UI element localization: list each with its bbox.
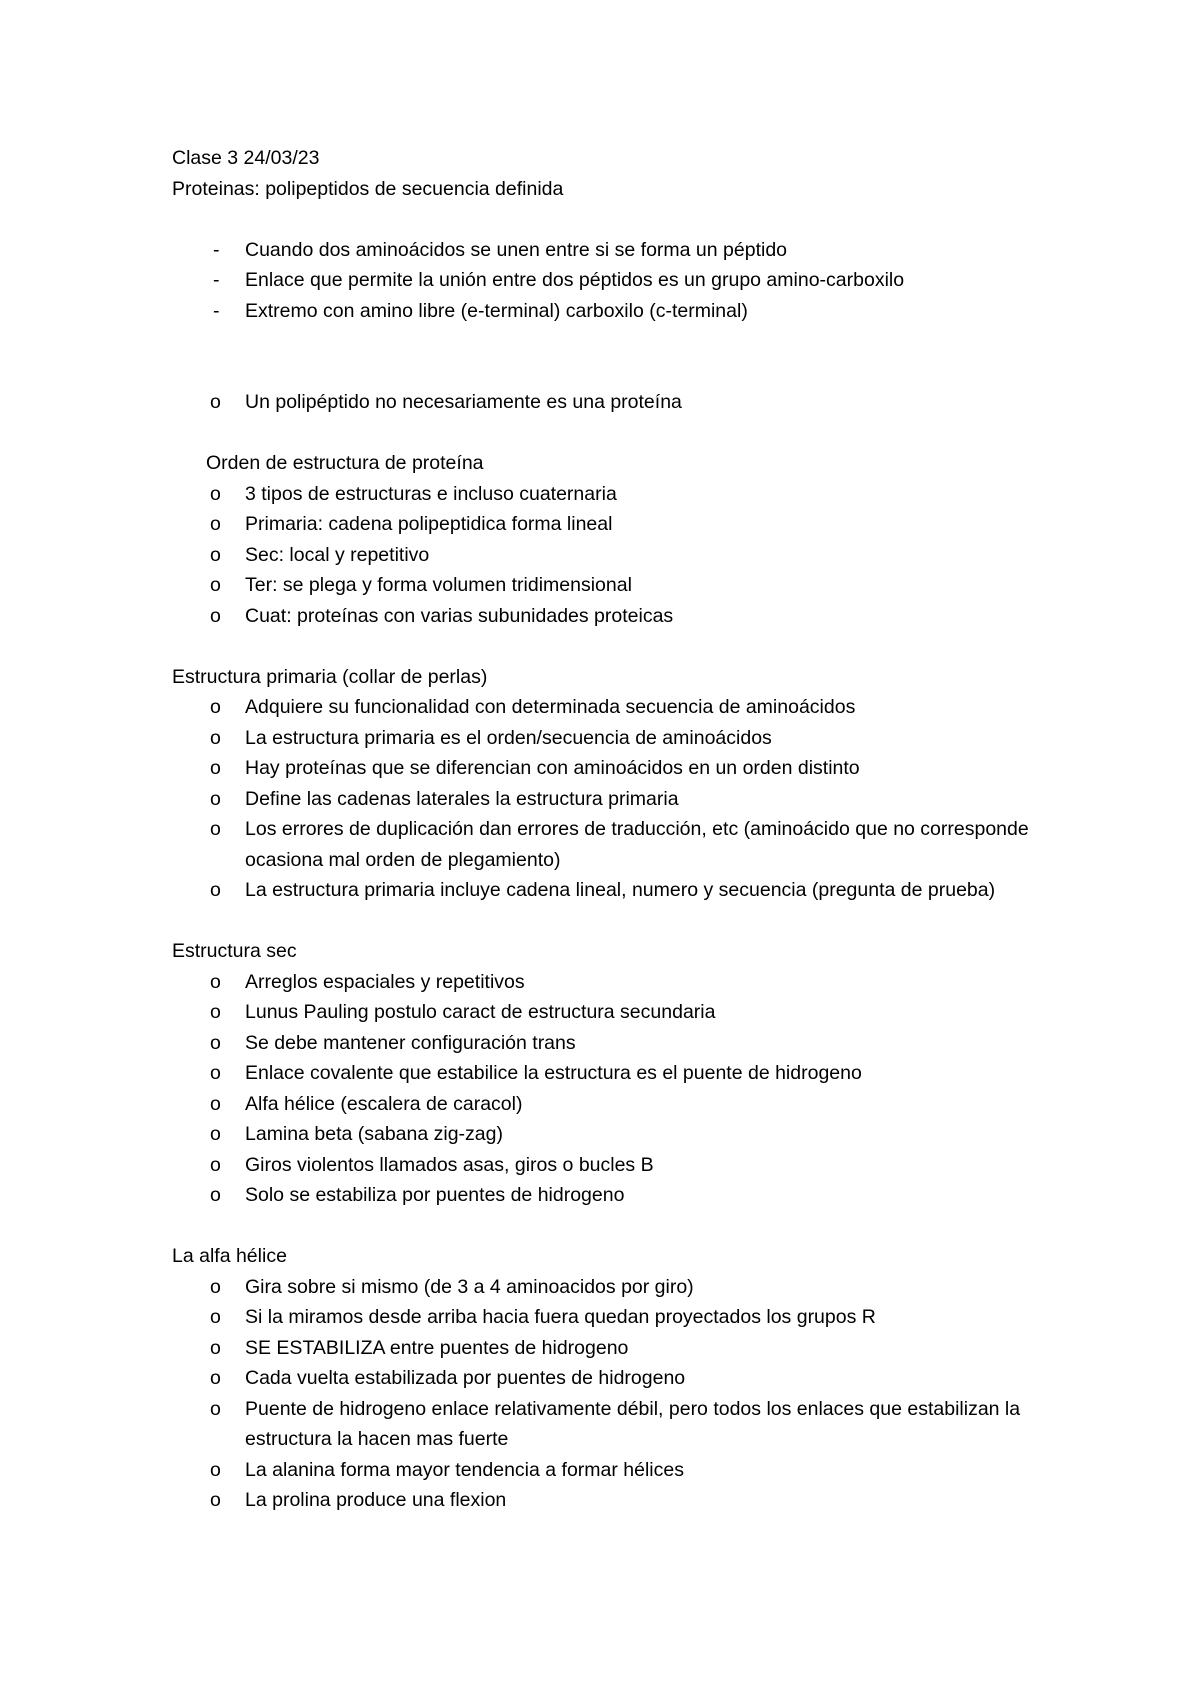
list-item-text: Alfa hélice (escalera de caracol) — [245, 1092, 523, 1115]
bullet-marker: o — [210, 543, 221, 566]
list-item — [172, 1455, 1052, 1486]
bullet-marker: o — [210, 482, 221, 505]
list-item-text: Hay proteínas que se diferencian con aminoácidos en un orden distinto — [245, 757, 860, 779]
list-item-text: La estructura primaria es el orden/secuencia de aminoácidos — [245, 726, 772, 749]
list-item — [172, 967, 1052, 998]
dash-list — [172, 235, 1052, 327]
bullet-marker: o — [210, 726, 221, 749]
list-item-text: Un polipéptido no necesariamente es una proteína — [245, 391, 682, 413]
list-item — [172, 1394, 1052, 1455]
list-item — [172, 540, 1052, 571]
bullet-marker: o — [210, 513, 221, 535]
class-date-line: Clase 3 24/03/23 — [172, 147, 320, 169]
list-item — [172, 1333, 1052, 1364]
section-list — [172, 692, 1052, 906]
section-list — [172, 1272, 1052, 1516]
list-item-text: Ter: se plega y forma volumen tridimensional — [245, 574, 632, 596]
list-item — [172, 479, 1052, 510]
bullet-marker: o — [210, 1153, 221, 1176]
bullet-marker: o — [210, 970, 221, 993]
section-heading: Estructura primaria (collar de perlas) — [172, 665, 488, 688]
bullet-marker: o — [210, 818, 221, 840]
list-item-text: Arreglos espaciales y repetitivos — [245, 970, 525, 993]
list-item-text: Primaria: cadena polipeptidica forma lineal — [245, 513, 613, 535]
list-item — [172, 723, 1052, 754]
list-item — [172, 875, 1052, 906]
list-item-text: La prolina produce una flexion — [245, 1489, 507, 1511]
list-item — [172, 1485, 1052, 1516]
list-item-text: Lunus Pauling postulo caract de estructura secundaria — [245, 1001, 716, 1023]
list-item — [172, 601, 1052, 632]
list-item-text: Lamina beta (sabana zig-zag) — [245, 1123, 503, 1145]
list-item — [172, 509, 1052, 540]
list-item — [172, 1119, 1052, 1150]
topic-line: Proteinas: polipeptidos de secuencia definida — [172, 177, 564, 200]
list-item-text: Sec: local y repetitivo — [245, 543, 430, 566]
dash-marker: - — [213, 299, 220, 322]
spacer — [172, 906, 1052, 937]
bullet-marker: o — [210, 1062, 221, 1084]
list-item-text: La estructura primaria incluye cadena lineal, numero y secuencia (pregunta de prueba) — [245, 879, 996, 901]
bullet-marker: o — [210, 1092, 221, 1115]
dash-marker: - — [213, 238, 220, 261]
list-item — [172, 1363, 1052, 1394]
list-item — [172, 997, 1052, 1028]
bullet-marker: o — [210, 391, 221, 413]
list-item — [172, 753, 1052, 784]
list-item — [172, 296, 1052, 327]
bullet-marker: o — [210, 1001, 221, 1023]
list-item-text: La alanina forma mayor tendencia a formar hélices — [245, 1458, 684, 1481]
list-item-text: Los errores de duplicación dan errores de traducción, etc (aminoácido que no corresponde ocasiona mal orden de plegamiento) — [245, 818, 1029, 871]
section-list — [172, 967, 1052, 1211]
list-item-text: Solo se estabiliza por puentes de hidrogeno — [245, 1184, 625, 1206]
list-item-text: Gira sobre si mismo (de 3 a 4 aminoacidos por giro) — [245, 1275, 694, 1298]
list-item-text: 3 tipos de estructuras e incluso cuaternaria — [245, 482, 617, 505]
list-item — [172, 784, 1052, 815]
dash-marker: - — [213, 269, 220, 291]
list-item-text: Adquiere su funcionalidad con determinada secuencia de aminoácidos — [245, 696, 856, 718]
list-item-text: Cada vuelta estabilizada por puentes de hidrogeno — [245, 1367, 686, 1389]
bullet-marker: o — [210, 604, 221, 627]
list-item-text: Define las cadenas laterales la estructura primaria — [245, 787, 679, 810]
spacer — [172, 631, 1052, 662]
list-item-text: Giros violentos llamados asas, giros o bucles B — [245, 1153, 654, 1176]
list-item-text: Puente de hidrogeno enlace relativamente débil, pero todos los enlaces que estabilizan la estructura la hacen mas fuerte — [245, 1397, 1021, 1450]
bullet-marker: o — [210, 787, 221, 810]
list-item — [172, 1150, 1052, 1181]
list-item-text: Cuat: proteínas con varias subunidades proteicas — [245, 604, 674, 627]
bullet-marker: o — [210, 1306, 221, 1328]
list-item-text: Cuando dos aminoácidos se unen entre si se forma un péptido — [245, 238, 788, 261]
bullet-marker: o — [210, 1458, 221, 1481]
section-list — [172, 479, 1052, 632]
standalone-list — [172, 387, 1052, 418]
spacer — [172, 326, 1052, 387]
bullet-marker: o — [210, 1397, 221, 1420]
bullet-marker: o — [210, 1367, 221, 1389]
list-item — [172, 1089, 1052, 1120]
list-item — [172, 265, 1052, 296]
bullet-marker: o — [210, 1184, 221, 1206]
bullet-marker: o — [210, 1275, 221, 1298]
bullet-marker: o — [210, 879, 221, 901]
list-item — [172, 1272, 1052, 1303]
bullet-marker: o — [210, 1123, 221, 1145]
list-item — [172, 387, 1052, 418]
list-item — [172, 814, 1052, 875]
bullet-marker: o — [210, 1489, 221, 1511]
list-item — [172, 235, 1052, 266]
spacer — [172, 1211, 1052, 1242]
list-item — [172, 1302, 1052, 1333]
document-body — [172, 143, 1052, 1516]
section-heading: Estructura sec — [172, 940, 297, 962]
list-item-text: SE ESTABILIZA entre puentes de hidrogeno — [245, 1336, 629, 1359]
spacer — [172, 418, 1052, 449]
list-item-text: Si la miramos desde arriba hacia fuera quedan proyectados los grupos R — [245, 1306, 876, 1328]
list-item-text: Enlace covalente que estabilice la estructura es el puente de hidrogeno — [245, 1062, 862, 1084]
bullet-marker: o — [210, 574, 221, 596]
list-item-text: Enlace que permite la unión entre dos péptidos es un grupo amino-carboxilo — [245, 269, 905, 291]
bullet-marker: o — [210, 1031, 221, 1054]
list-item — [172, 1058, 1052, 1089]
section-heading: La alfa hélice — [172, 1245, 287, 1267]
section-heading: Orden de estructura de proteína — [206, 452, 484, 474]
spacer — [172, 204, 1052, 235]
list-item-text: Extremo con amino libre (e-terminal) carboxilo (c-terminal) — [245, 299, 748, 322]
bullet-marker: o — [210, 696, 221, 718]
bullet-marker: o — [210, 1336, 221, 1359]
list-item — [172, 1180, 1052, 1211]
list-item-text: Se debe mantener configuración trans — [245, 1031, 576, 1054]
list-item — [172, 692, 1052, 723]
list-item — [172, 570, 1052, 601]
bullet-marker: o — [210, 757, 221, 779]
list-item — [172, 1028, 1052, 1059]
